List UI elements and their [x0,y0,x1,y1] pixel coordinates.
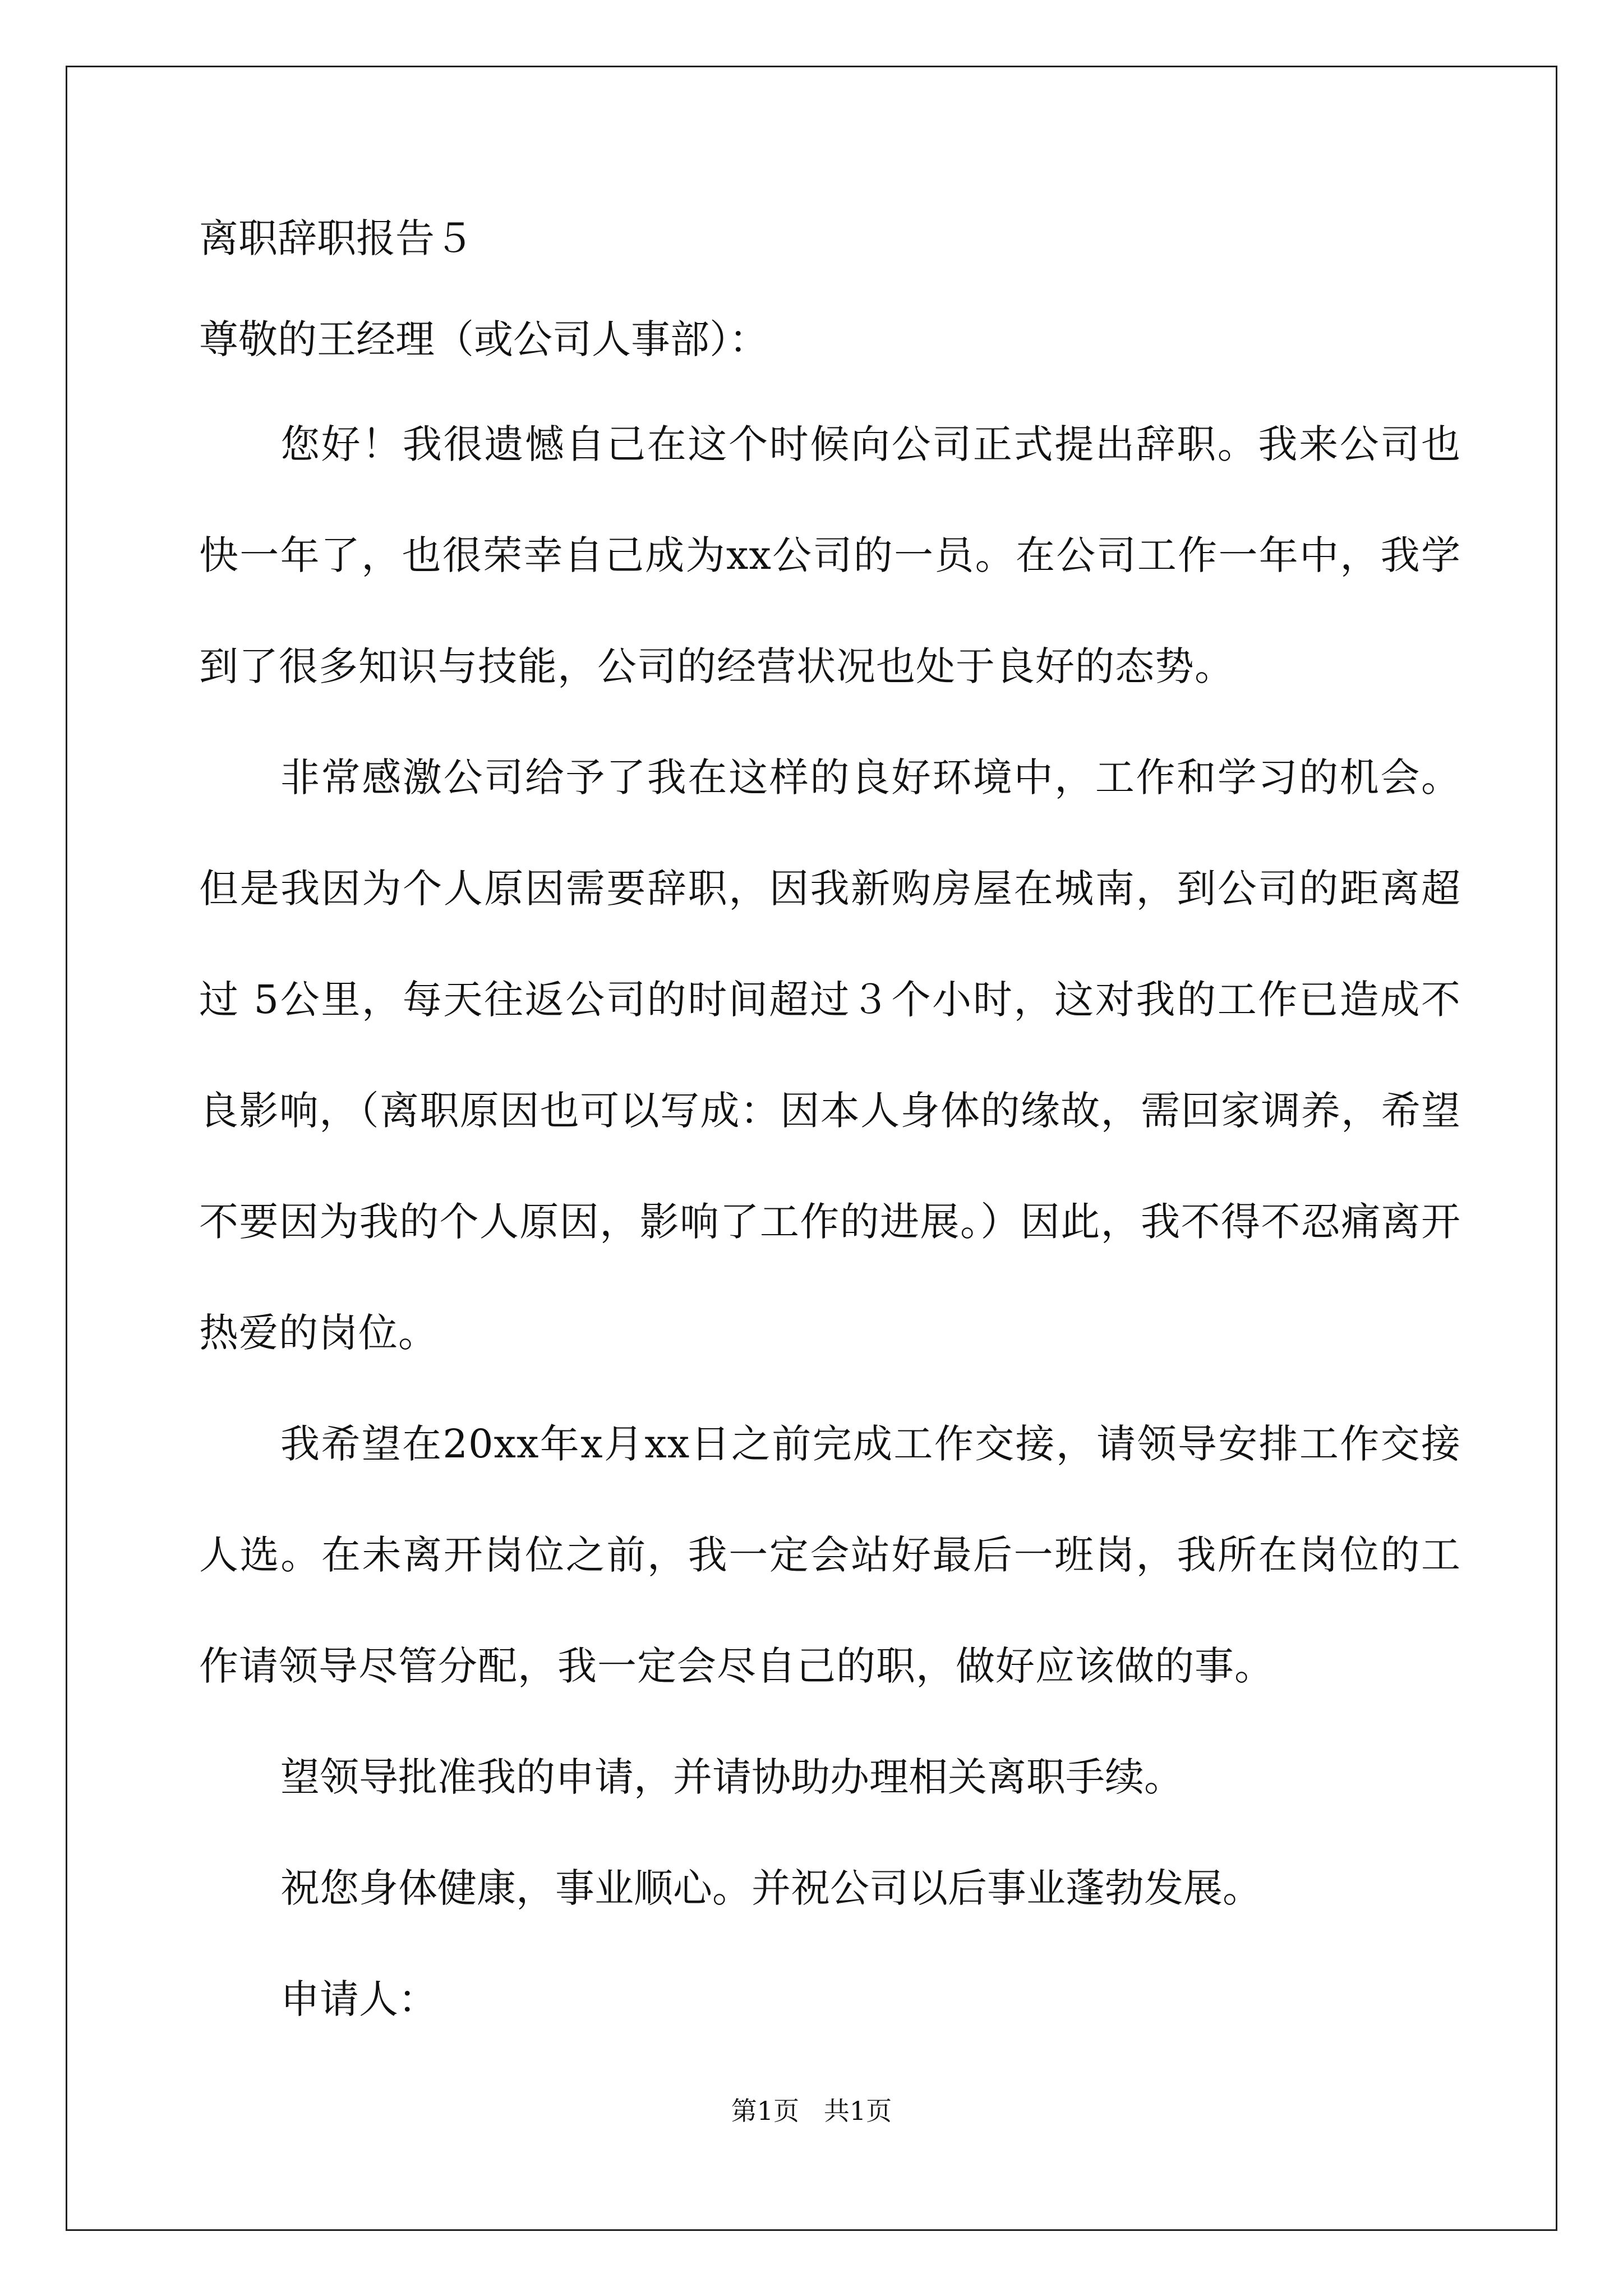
paragraph-3: 我希望在20xx年x月xx日之前完成工作交接，请领导安排工作交接人选。在未离开岗位之前，我一定会站好最后一班岗，我所在岗位的工作请领导尽管分配，我一定会尽自己的职，做好应该做的事。 [199,1421,1461,1689]
paragraph-1: 您好！我很遗憾自己在这个时候向公司正式提出辞职。我来公司也快一年了，也很荣幸自己成为xx公司的一员。在公司工作一年中，我学到了很多知识与技能，公司的经营状况也处于良好的态势。 [199,421,1461,689]
document-body [199,213,1461,2055]
paragraph-2: 非常感激公司给予了我在这样的良好环境中，工作和学习的机会。但是我因为个人原因需要辞职，因我新购房屋在城南，到公司的距离超过 5公里，每天往返公司的时间超过３个小时，这对我的工作已造成不良影响，（离职原因也可以写成：因本人身体的缘故，需回家调养，希望不要因为我的个人原因，影响了工作的进展。）因此，我不得不忍痛离开热爱的岗位。 [199,754,1461,1356]
closing-request: 望领导批准我的申请，并请协助办理相关离职手续。 [280,1754,1183,1800]
applicant-label: 申请人： [280,1976,437,2022]
page-number: 第1页 共1页 [731,2096,892,2126]
closing-wishes: 祝您身体健康，事业顺心。并祝公司以后事业蓬勃发展。 [280,1865,1262,1911]
document-title: 离职辞职报告５ [199,215,474,261]
salutation: 尊敬的王经理（或公司人事部）： [199,316,768,362]
